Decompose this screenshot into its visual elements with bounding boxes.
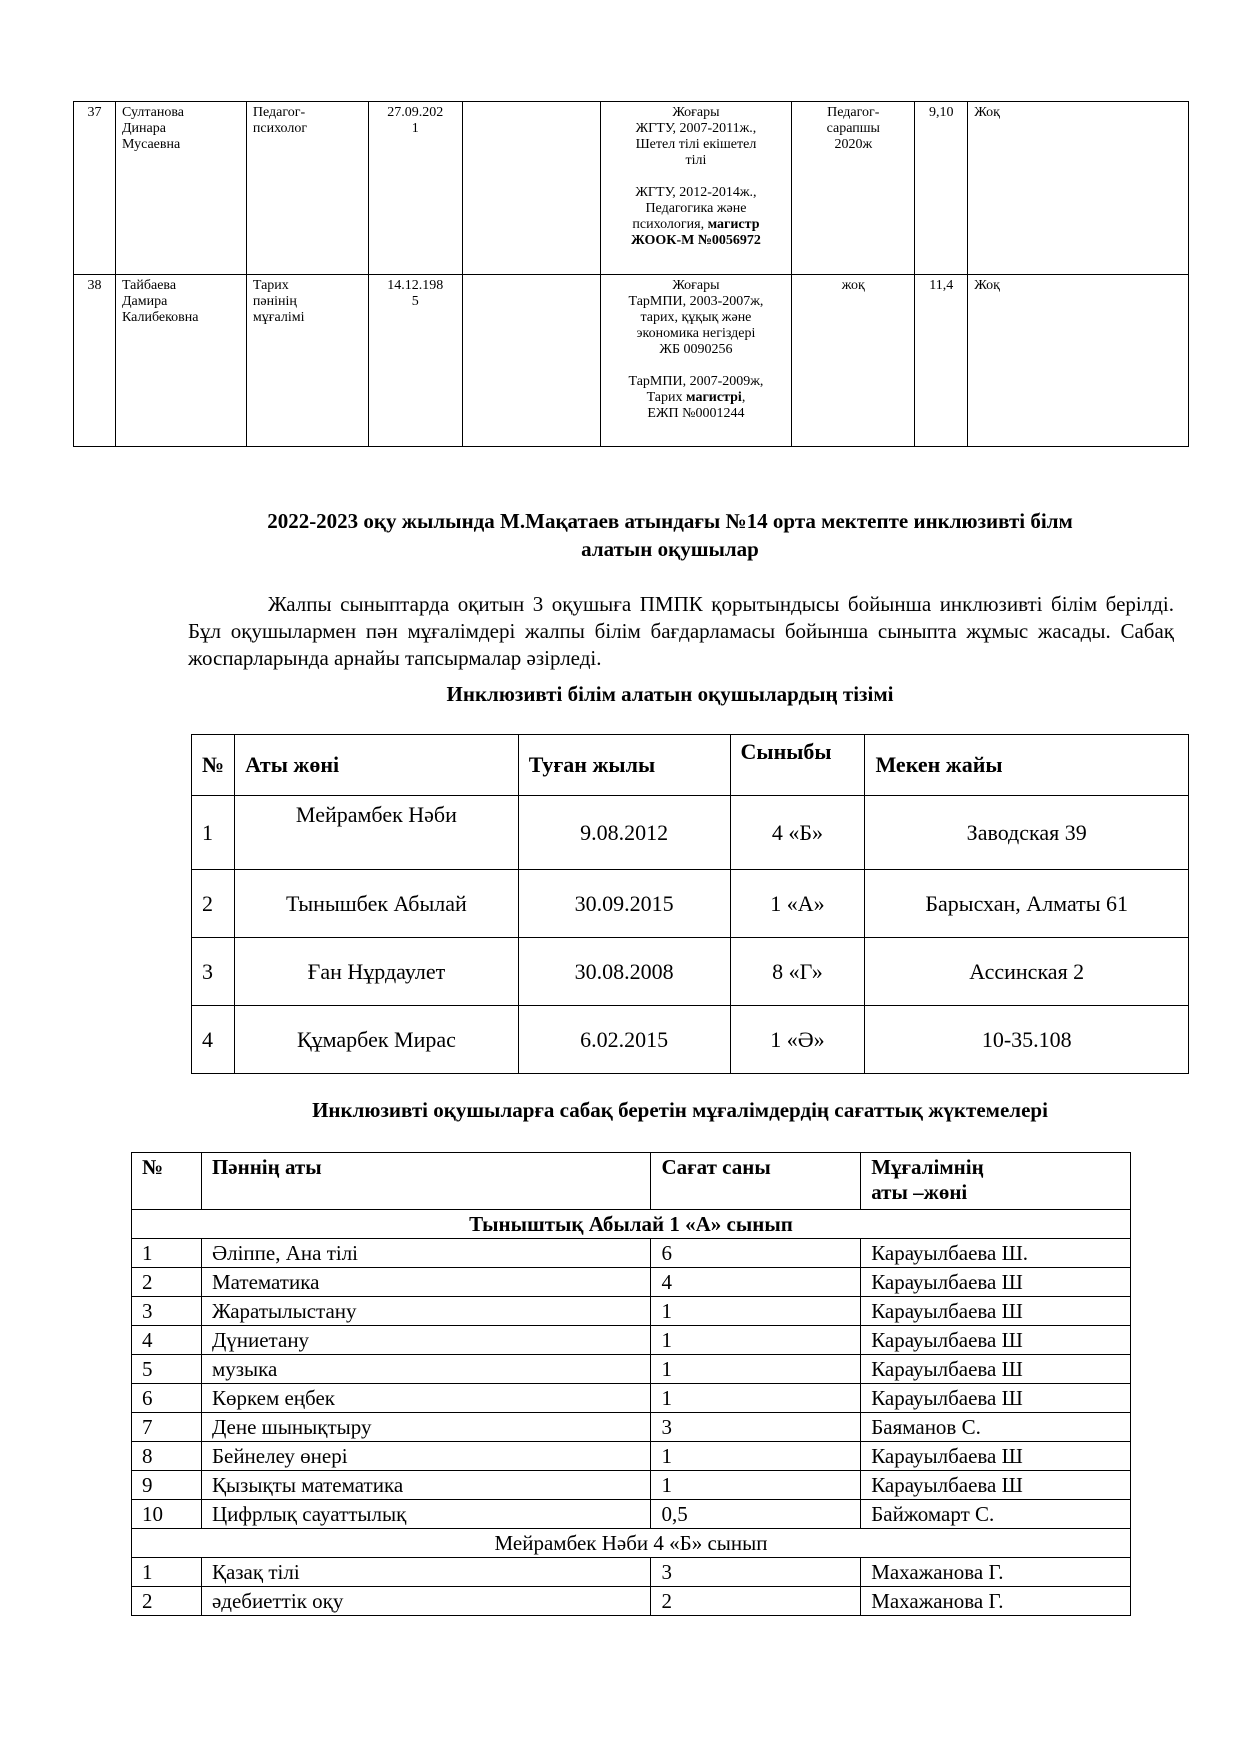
staff-empty-cell [462,275,600,447]
table-row: 7 Дене шынықтыру 3 Баяманов С. [132,1413,1131,1442]
table-row: 6 Көркем еңбек 1 Карауылбаева Ш [132,1384,1131,1413]
hours-title: Инклюзивті оқушыларға сабақ беретін мұғалімдердің сағаттық жүктемелері [312,1098,1048,1122]
staff-category: жоқ [792,275,915,447]
staff-position: Тарих пәнінің мұғалімі [246,275,368,447]
staff-table [73,101,1189,447]
header-birth: Туған жылы [518,735,730,796]
group-row: Мейрамбек Нәби 4 «Б» сынып [132,1529,1131,1558]
group-row: Тыныштық Абылай 1 «А» сынып [132,1210,1131,1239]
staff-name: Султанова Динара Мусаевна [115,102,246,275]
staff-name: Тайбаева Дамира Калибековна [115,275,246,447]
table-row: 1 Қазақ тілі 3 Махажанова Г. [132,1558,1131,1587]
staff-number: 38 [74,275,116,447]
table-row: 2 Математика 4 Карауылбаева Ш [132,1268,1131,1297]
table-row: 10 Цифрлық сауаттылық 0,5 Байжомарт С. [132,1500,1131,1529]
staff-position: Педагог- психолог [246,102,368,275]
header-address: Мекен жайы [865,735,1189,796]
staff-row [74,275,1189,447]
table-header-row: № Пәннің аты Сағат саны Мұғалімнің аты –жөні [132,1153,1131,1210]
table-row: 1 Мейрамбек Нәби 9.08.2012 4 «Б» Заводская 39 [192,796,1189,870]
staff-number: 37 [74,102,116,275]
staff-education: Жоғары ЖГТУ, 2007-2011ж., Шетел тілі екішетел тілі ЖГТУ, 2012-2014ж., Педагогика және психология, магистр ЖООК-М №0056972 [600,102,792,275]
table-row: 4 Дүниетану 1 Карауылбаева Ш [132,1326,1131,1355]
staff-row [74,102,1189,275]
table-row: 2 әдебиеттік оқу 2 Махажанова Г. [132,1587,1131,1616]
staff-note: Жоқ [968,102,1189,275]
staff-experience: 11,4 [915,275,968,447]
table-row: 3 Ған Нұрдаулет 30.08.2008 8 «Г» Ассинская 2 [192,938,1189,1006]
table-row: 5 музыка 1 Карауылбаева Ш [132,1355,1131,1384]
staff-experience: 9,10 [915,102,968,275]
table-row: 1 Әліппе, Ана тілі 6 Карауылбаева Ш. [132,1239,1131,1268]
table-row: 9 Қызықты математика 1 Карауылбаева Ш [132,1471,1131,1500]
staff-date: 14.12.198 5 [368,275,462,447]
students-list-title: Инклюзивті білім алатын оқушылардың тізімі [446,682,894,706]
table-row: 4 Құмарбек Мирас 6.02.2015 1 «Ә» 10-35.108 [192,1006,1189,1074]
staff-note: Жоқ [968,275,1189,447]
staff-category: Педагог- сарапшы 2020ж [792,102,915,275]
header-number: № [192,735,235,796]
table-row: 2 Тынышбек Абылай 30.09.2015 1 «А» Барысхан, Алматы 61 [192,870,1189,938]
table-row: 8 Бейнелеу өнері 1 Карауылбаева Ш [132,1442,1131,1471]
staff-education: Жоғары ТарМПИ, 2003-2007ж, тарих, құқық және экономика негіздері ЖБ 0090256 ТарМПИ, 2007-2009ж, Тарих магистрі, ЕЖП №0001244 [600,275,792,447]
header-class: Сыныбы [730,735,865,796]
hours-table [131,1152,1131,1616]
staff-empty-cell [462,102,600,275]
table-row: 3 Жаратылыстану 1 Карауылбаева Ш [132,1297,1131,1326]
section-title: 2022-2023 оқу жылында М.Мақатаев атындағы №14 орта мектепте инклюзивті білм алатын оқушылар [267,509,1073,561]
table-header-row [192,735,1189,796]
header-name: Аты жөні [235,735,519,796]
intro-paragraph: Жалпы сыныптарда оқитын 3 оқушыға ПМПК қорытындысы бойынша инклюзивті білім берілді. Бұл оқушылармен пән мұғалімдері жалпы білім бағдарламасы бойынша сыныпта жұмыс жасады. Сабақ жоспарларында арнайы тапсырмалар әзірледі. [188,592,1174,670]
students-table [191,734,1189,1074]
staff-date: 27.09.202 1 [368,102,462,275]
